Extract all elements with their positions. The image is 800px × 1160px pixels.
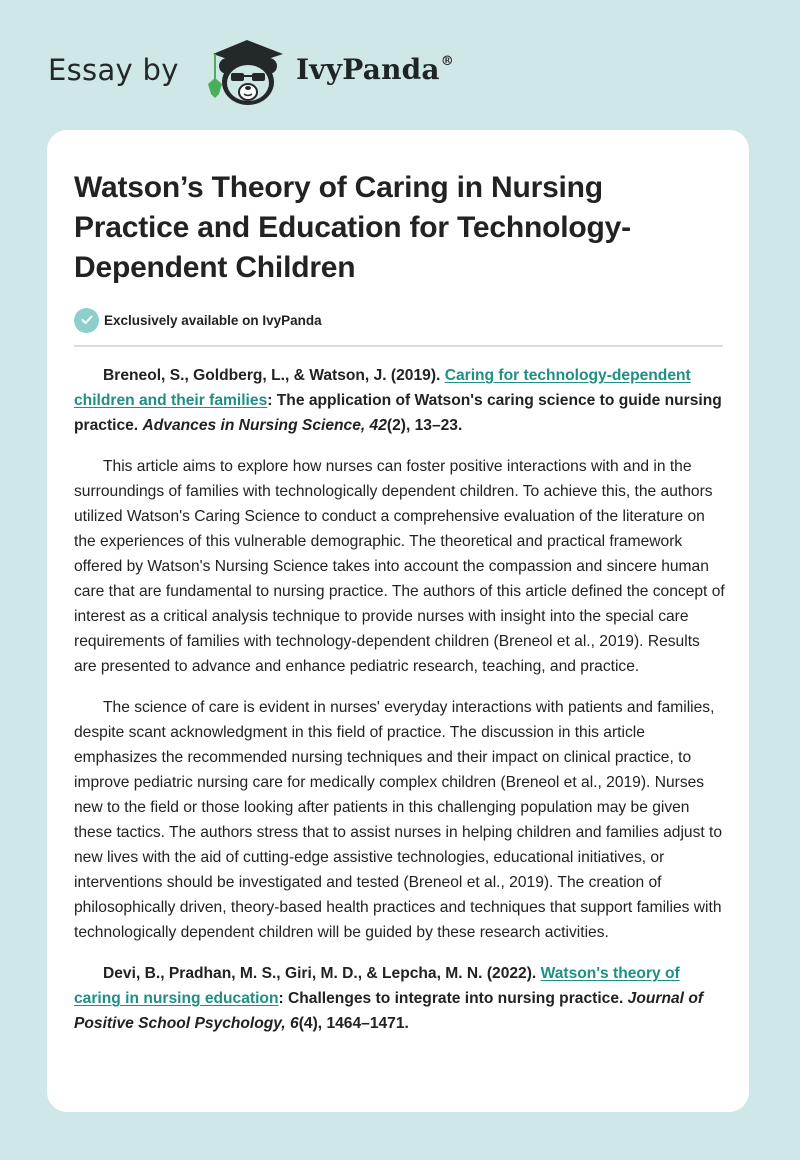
reference-authors: Devi, B., Pradhan, M. S., Giri, M. D., & Lepcha, M. N. (2022).	[103, 965, 541, 982]
reference-link[interactable]: Caring for technology-dependent children and their families	[74, 367, 691, 409]
reference-issue-pages: (4), 1464–1471.	[298, 1015, 409, 1032]
registered-mark: ®	[440, 53, 454, 69]
brand-name[interactable]	[296, 53, 454, 86]
check-circle-icon	[74, 308, 99, 333]
reference-2	[74, 961, 726, 1036]
reference-link[interactable]: Watson's theory of caring in nursing education	[74, 965, 680, 1007]
reference-authors: Breneol, S., Goldberg, L., & Watson, J. (2019).	[103, 367, 445, 384]
brand-text: IvyPanda	[296, 53, 440, 86]
reference-subtitle: : The application of Watson's caring science to guide nursing practice.	[74, 392, 722, 434]
panda-graduate-icon[interactable]	[203, 36, 291, 108]
essay-content	[74, 363, 726, 1052]
exclusive-badge	[74, 307, 322, 333]
essay-card	[47, 130, 749, 1112]
divider	[74, 345, 723, 347]
page-title: Watson’s Theory of Caring in Nursing Practice and Education for Technology-Dependent Children	[74, 171, 631, 284]
essay-by-label: Essay by	[48, 53, 179, 87]
body-paragraph: The science of care is evident in nurses' everyday interactions with patients and families, despite scant acknowledgment in this field of practice. The discussion in this article emphasizes the recommended nursing techniques and their impact on clinical practice, to improve pediatric nursing care for medically complex children (Breneol et al., 2019). Nurses new to the field or those looking after patients in this challenging population may be given these tactics. The authors stress that to assist nurses in helping children and families adjust to new lives with the aid of cutting-edge assistive technologies, educational initiatives, or interventions should be investigated and tested (Breneol et al., 2019). The creation of philosophically driven, theory-based health practices and techniques that support families with technologically dependent children will be guided by these research activities.	[74, 699, 723, 941]
reference-subtitle: : Challenges to integrate into nursing practice.	[278, 990, 628, 1007]
site-header	[0, 0, 800, 120]
exclusive-badge-text: Exclusively available on IvyPanda	[104, 312, 322, 328]
reference-journal: Journal of Positive School Psychology, 6	[74, 990, 704, 1032]
reference-1	[74, 363, 726, 438]
reference-journal: Advances in Nursing Science, 42	[142, 417, 387, 434]
reference-issue-pages: (2), 13–23.	[386, 417, 463, 434]
body-paragraph: This article aims to explore how nurses can foster positive interactions with and in the surroundings of families with technologically dependent children. To achieve this, the authors utilized Watson's Caring Science to conduct a comprehensive evaluation of the literature on the experiences of this vulnerable demographic. The theoretical and practical framework offered by Watson's Nursing Science takes into account the compassion and sincere human care that are fundamental to nursing practice. The authors of this article defined the concept of interest as a critical analysis technique to provide nurses with insight into the special care requirements of families with technology-dependent children (Breneol et al., 2019). Results are presented to advance and enhance pediatric research, teaching, and practice.	[74, 458, 725, 675]
